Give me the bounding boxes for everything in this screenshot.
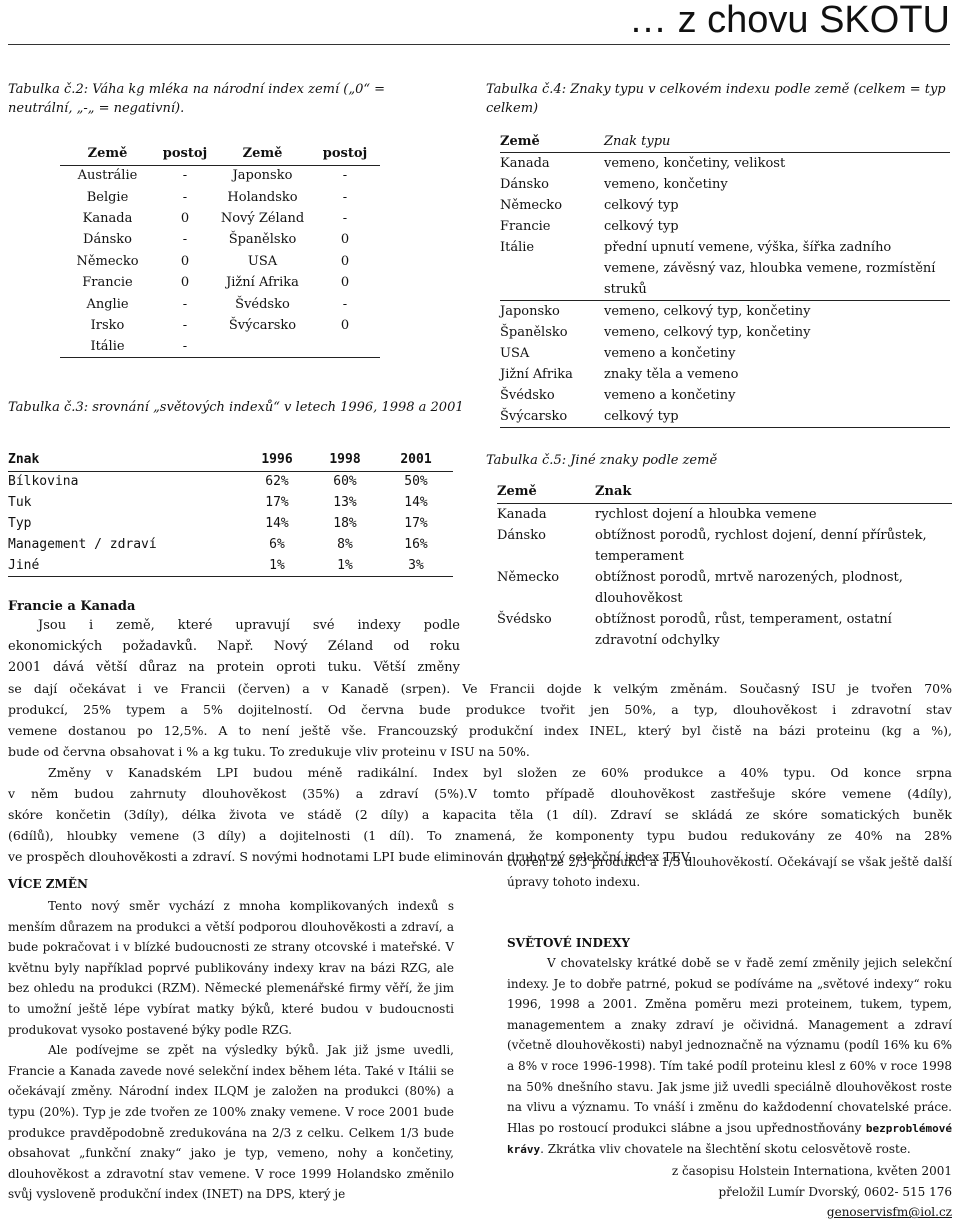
table5-cell: Švédsko xyxy=(497,611,552,627)
table3-cell: 14% xyxy=(265,516,289,531)
table5-cell: rychlost dojení a hloubka vemene xyxy=(595,506,817,522)
svet-paragraph xyxy=(507,953,952,1161)
table2-cell: - xyxy=(342,168,348,184)
table4-cell: Španělsko xyxy=(500,324,568,340)
table2-row xyxy=(60,208,380,229)
table4-cell: vemeno a končetiny xyxy=(604,387,736,403)
table3-row xyxy=(8,492,453,513)
svet-text: . Zkrátka vliv chovatele na šlechtění skotu celosvětově roste. xyxy=(540,1142,911,1157)
svet-bold-text: bezproblémové krávy xyxy=(507,1121,952,1157)
table2-cell xyxy=(215,336,310,357)
table5-cell: obtížnost porodů, rychlost dojení, denní přírůstek, temperament xyxy=(595,527,927,564)
table4-cell: celkový typ xyxy=(604,218,679,234)
table3-cell: 60% xyxy=(333,474,357,490)
table4-cell: vemeno, končetiny, velikost xyxy=(604,152,950,174)
table4-cell: celkový typ xyxy=(604,197,679,213)
page-header-title: … z chovu SKOTU xyxy=(629,0,950,41)
table4-row xyxy=(500,300,950,322)
svet-source: z časopisu Holstein Internationa, květen 2001 xyxy=(671,1163,952,1178)
svet-text: V chovatelsky krátké době se v řadě zemí změnily jejich selekční indexy. Je to dobře patrné, pokud se podíváme na „světové indexy“ roku 1996, 1998 a 2001. Změna poměru mezi proteinem, tukem, typem, managementem a znaky zdraví je očividná. Management a zdraví (včetně dlouhověkosti) nabyl jednoznačně na významu (podíl 16% ku 6% a 8% v roce 1996-1998). Tím také podíl proteinu klesl z 60% v roce 1998 na 50% dnešního stavu. Jak jsme již uvedli speciálně dlouhověkost roste na vlivu a významu. To vnáší i změnu do každodenní chovatelské práce. Hlas po rostoucí produkci slábne a jsou upřednostňovány xyxy=(507,956,952,1135)
section-fk-line: skóre končetin (3díly), délka života ve stádě (2 díly) a kapacita těla (1 díl). Zdraví se skládá ze skóre somatických buněk xyxy=(8,807,952,822)
table3-cell: 17% xyxy=(265,495,289,510)
table2 xyxy=(60,143,380,358)
section-fk-line: bude od června obsahovat i % a kg tuku. To zredukuje vliv proteinu v ISU na 50%. xyxy=(8,744,530,759)
table2-cell: - xyxy=(155,336,215,357)
table4-cell: vemeno, končetiny xyxy=(604,176,728,192)
header-rule xyxy=(8,44,950,45)
table2-cell xyxy=(310,336,380,357)
table2-caption: Tabulka č.2: Váha kg mléka na národní index zemí („0“ = neutrální, „-„ = negativní). xyxy=(8,82,386,116)
section-fk-line: v něm budou zahrnuty dlouhověkost (35%) a zdraví (5%).V tomto případě dlouhověkost zastřešuje skóre vemene (4díly), xyxy=(8,786,952,801)
table3-cell: 18% xyxy=(333,516,357,531)
table4-cell: vemeno a končetiny xyxy=(604,345,736,361)
svet-translator: přeložil Lumír Dvorský, 0602- 515 176 xyxy=(718,1184,952,1199)
table3-cell: 50% xyxy=(404,474,428,490)
table3-cell: Typ xyxy=(8,516,32,531)
table4-header-cell: Země xyxy=(500,133,540,149)
table5-cell: obtížnost porodů, růst, temperament, ostatní zdravotní odchylky xyxy=(595,611,892,648)
table3-cell: Tuk xyxy=(8,495,32,510)
table2-cell: Německo xyxy=(76,253,139,269)
section-fk-narrow xyxy=(8,615,460,678)
table2-row xyxy=(60,315,380,336)
section-fk-line: Jsou i země, které upravují své indexy podle xyxy=(38,618,460,633)
vice-body xyxy=(8,896,454,1205)
table2-header-cell: Země xyxy=(60,143,155,165)
table4-cell: Dánsko xyxy=(500,176,549,192)
table4-cell: Švédsko xyxy=(500,387,555,403)
table4-row xyxy=(500,152,950,174)
table2-cell: Anglie xyxy=(86,296,129,312)
svet-body xyxy=(507,953,952,1223)
table5-cell: obtížnost porodů, mrtvě narozených, plodnost, dlouhověkost xyxy=(595,569,903,606)
table4-cell: Švýcarsko xyxy=(500,406,604,428)
table5-body xyxy=(497,503,952,651)
table3-row xyxy=(8,534,453,555)
table2-cell: Nový Zéland xyxy=(220,210,305,226)
table2-row xyxy=(60,186,380,207)
table4-row xyxy=(500,406,950,428)
table2-cell: Irsko xyxy=(90,317,125,333)
table2-cell: 0 xyxy=(180,210,190,226)
table2-cell: 0 xyxy=(180,275,190,291)
table2-cell: Holandsko xyxy=(227,189,298,205)
table3-body xyxy=(8,471,453,576)
section-fk-heading: Francie a Kanada xyxy=(8,599,136,614)
table2-cell: Austrálie xyxy=(77,168,138,184)
vice-paragraph: Tento nový směr vychází z mnoha komplikovaných indexů s menším důrazem na produkci a větší podporou dlouhověkosti a zdraví, a bude pokračovat i v blízké budoucnosti ze strany otcovské i mateřské. V květnu byly například poprvé publikovány indexy krav na bázi RZG, ale bez ohledu na produkci (RZM). Německé plemenářské firmy věří, že jim to umožní ještě lépe vybírat matky býků, které budou v budoucnosti produkovat vysoko postavené býky podle RZG. xyxy=(8,899,454,1037)
table5-header-cell: Země xyxy=(497,481,595,503)
table4-row xyxy=(500,195,950,216)
table5-cell: Kanada xyxy=(497,506,547,522)
table4-cell: celkový typ xyxy=(604,406,950,428)
section-fk-line: produkcí, 25% typem a 5% dojitelností. Od června bude produkce tvořit jen 50%, a typ, dlouhověkost i zdravotní stav xyxy=(8,702,952,717)
table5-row xyxy=(497,567,952,609)
table2-cell: - xyxy=(182,296,188,312)
table3-cell: 1% xyxy=(311,555,379,576)
table5-row xyxy=(497,525,952,567)
table2-cell: 0 xyxy=(340,275,350,291)
table5 xyxy=(497,481,952,651)
table4-row xyxy=(500,216,950,237)
table5-row xyxy=(497,609,952,651)
table2-cell: Japonsko xyxy=(232,168,293,184)
table3-cell: 13% xyxy=(333,495,357,510)
table3 xyxy=(8,449,453,577)
table4-row xyxy=(500,343,950,364)
table4-row xyxy=(500,174,950,195)
table5-row xyxy=(497,503,952,525)
table2-cell: Itálie xyxy=(60,336,155,357)
table2-cell: Jižní Afrika xyxy=(226,275,299,291)
vice-continued: tvořen ze 2/3 produkcí a 1/3 dlouhověkostí. Očekávají se však ještě další úpravy tohoto indexu. xyxy=(507,855,952,889)
table3-header-cell: 2001 xyxy=(379,449,453,471)
table4-cell: znaky těla a vemeno xyxy=(604,366,739,382)
section-fk-line: ekonomických požadavků. Např. Nový Zéland od roku xyxy=(8,639,460,654)
section-fk-line: se dají očekávat i ve Francii (červen) a v Kanadě (srpen). Ve Francii dojde k velkým změnám. Současný ISU je tvořen 70% xyxy=(8,681,952,696)
table4-header-cell: Znak typu xyxy=(604,133,671,149)
section-fk-line: vemene dostanou po 12,5%. A to není ještě vše. Francouzský produkční index INEL, který byl čistě na bázi proteinu (kg a %), xyxy=(8,723,952,738)
table2-cell: - xyxy=(182,232,188,248)
table2-cell: - xyxy=(182,317,188,333)
table2-cell: 0 xyxy=(180,253,190,269)
vice-paragraph: Ale podívejme se zpět na výsledky býků. Jak již jsme uvedli, Francie a Kanada zavede nové selekční index během léta. Také v Itálii se očekávají změny. Národní index ILQM je založen na produkci (80%) a typu (20%). Typ je zde tvořen ze 100% znaky vemene. V roce 2001 bude produkce pravděpodobně zredukována na 2/3 z celku. Celkem 1/3 bude obsahovat „funkční znaky“ jako je typ, vemeno, nohy a končetiny, dlouhověkost a zdravotní stav vemene. V roce 1999 Holandsko změnilo svůj vysloveně produkční index (INET) na DPS, který je xyxy=(8,1043,454,1202)
table2-cell: 0 xyxy=(340,232,350,248)
table2-cell: Švédsko xyxy=(235,296,290,312)
section-fk-line: ve prospěch dlouhověkosti a zdraví. S novými hodnotami LPI bude eliminován druhotný selekční index TEV. xyxy=(8,849,692,864)
table2-cell: 0 xyxy=(340,253,350,269)
table2-cell: Švýcarsko xyxy=(228,317,297,333)
table2-cell: USA xyxy=(247,253,278,269)
table2-row xyxy=(60,251,380,272)
table2-cell: Dánsko xyxy=(83,232,132,248)
table4-cell: Itálie xyxy=(500,237,604,301)
table4-row xyxy=(500,237,950,301)
section-fk-line: Změny v Kanadském LPI budou méně radikální. Index byl složen ze 60% produkce a 40% typu. Od konce srpna xyxy=(48,765,952,780)
table2-cell: - xyxy=(342,189,348,205)
table2-cell: Španělsko xyxy=(228,232,297,248)
table4-body xyxy=(500,152,950,427)
table2-cell: Francie xyxy=(82,275,133,291)
table2-cell: Kanada xyxy=(82,210,133,226)
table2-cell: - xyxy=(342,210,348,226)
table3-row xyxy=(8,471,453,492)
table2-cell: Belgie xyxy=(86,189,129,205)
table2-header-cell: postoj xyxy=(310,143,380,165)
table4-row xyxy=(500,322,950,343)
section-fk-wide xyxy=(8,678,952,867)
table3-cell: 16% xyxy=(404,537,428,552)
table4 xyxy=(500,131,950,428)
table4-cell: vemeno, celkový typ, končetiny xyxy=(604,303,811,319)
table3-cell: 14% xyxy=(404,495,428,510)
table4-cell: USA xyxy=(500,345,530,361)
table4-cell: Jižní Afrika xyxy=(500,366,573,382)
table3-row xyxy=(8,513,453,534)
table3-cell: 62% xyxy=(265,474,289,490)
section-fk-line: (6dílů), hloubky vemene (3 díly) a dojitelnosti (1 díl). To znamená, že komponenty typu budou redukovány ze 40% na 28% xyxy=(8,828,952,843)
table4-cell: Japonsko xyxy=(500,303,560,319)
table5-header-cell: Znak xyxy=(595,481,952,503)
table3-caption: Tabulka č.3: srovnání „světových indexů“ v letech 1996, 1998 a 2001 xyxy=(8,400,464,415)
table4-cell: Francie xyxy=(500,218,551,234)
table3-cell: 6% xyxy=(269,537,285,552)
table5-cell: Dánsko xyxy=(497,527,546,543)
table3-cell: Jiné xyxy=(8,555,243,576)
table2-row xyxy=(60,165,380,186)
table2-row xyxy=(60,293,380,314)
table4-row xyxy=(500,364,950,385)
table3-cell: 17% xyxy=(404,516,428,531)
table2-cell: - xyxy=(182,189,188,205)
table3-cell: 8% xyxy=(337,537,353,552)
table2-row xyxy=(60,229,380,250)
section-fk-line: 2001 dává větší důraz na protein oproti tuku. Větší změny xyxy=(8,660,460,675)
table2-cell: - xyxy=(342,296,348,312)
table3-header-cell: Znak xyxy=(8,449,243,471)
table4-cell: Kanada xyxy=(500,152,604,174)
table2-cell: 0 xyxy=(340,317,350,333)
table3-header-cell: 1998 xyxy=(311,449,379,471)
table3-cell: Bílkovina xyxy=(8,474,79,490)
table3-cell: 3% xyxy=(379,555,453,576)
table3-cell: Management / zdraví xyxy=(8,537,157,552)
svet-heading: SVĚTOVÉ INDEXY xyxy=(507,936,630,950)
table3-header-cell: 1996 xyxy=(243,449,311,471)
table3-cell: 1% xyxy=(243,555,311,576)
table4-cell: Německo xyxy=(500,197,563,213)
table4-cell: přední upnutí vemene, výška, šířka zadního vemene, závěsný vaz, hloubka vemene, rozmístění struků xyxy=(604,237,950,301)
table4-caption: Tabulka č.4: Znaky typu v celkovém indexu podle země (celkem = typ celkem) xyxy=(486,82,946,116)
table4-row xyxy=(500,385,950,406)
table4-cell: vemeno, celkový typ, končetiny xyxy=(604,324,811,340)
table5-caption: Tabulka č.5: Jiné znaky podle země xyxy=(486,453,718,468)
table2-row xyxy=(60,336,380,357)
table2-body xyxy=(60,165,380,358)
table2-header-cell: postoj xyxy=(155,143,215,165)
table3-row xyxy=(8,555,453,576)
table2-header-cell: Země xyxy=(215,143,310,165)
table2-row xyxy=(60,272,380,293)
vice-heading: VÍCE ZMĚN xyxy=(8,877,88,891)
table5-cell: Německo xyxy=(497,569,560,585)
svet-email-link[interactable]: genoservisfm@iol.cz xyxy=(826,1205,952,1220)
table2-cell: - xyxy=(182,168,188,184)
